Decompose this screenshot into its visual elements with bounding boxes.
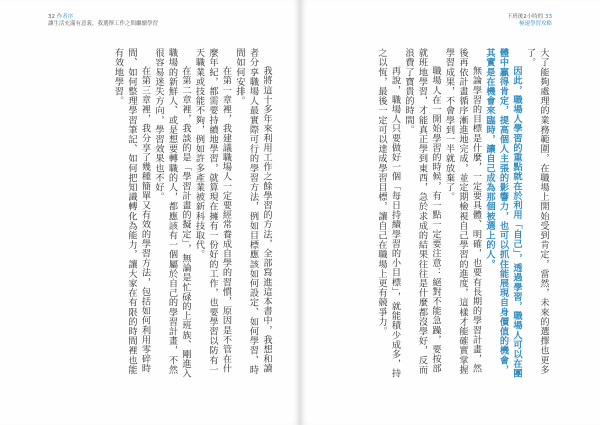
- right-paragraph: 職場人在一開始學習的時候，有一點一定要注意：絕對不能急躁，要按部就班地學習，才能真正學到東西，急於求成的結果往往是什麼都沒學好，反而浪費了寶貴的時間。: [403, 48, 441, 375]
- left-paragraph: 我將這十多年來利用工作之餘學習的方法，全部寫進這本書中，我想和讀者分享職場人最實際可行的學習方法，例如目標應該如何設定、如何學習、時間如何安排。: [234, 48, 272, 375]
- left-page-header: [48, 14, 158, 28]
- right-page: [300, 0, 600, 425]
- right-page-body: [328, 48, 550, 380]
- right-header-section: 下班後2小時的: [506, 14, 544, 20]
- right-paragraph: 無論學習的目標是什麼，一定要具體、明確，也要有長期的學習計畫，然後再依計畫循序漸進地完成，並定期檢視自己學習的進度，這樣才能確實掌握學習成果，不會學到一半就放棄了。: [443, 48, 482, 375]
- right-page-header: [507, 14, 552, 28]
- left-header-section: 作者序: [56, 14, 74, 20]
- right-page-number: 33: [545, 14, 552, 20]
- left-paragraph: 在第二章裡，我談的是「學習計畫的擬定」，無論是忙碌的上班族、剛進入職場的新鮮人、或是想要轉職的人，都應該有一個屬於自己的學習計畫，不然很容易迷失方向，學習效果也不好。: [153, 48, 191, 379]
- right-paragraph: 再說，職場人只要做好一個「每日持續學習的小目標」，就能積少成多，持之以恆，最後一定可以達成學習目標，讓自己在職場上更有競爭力。: [376, 48, 401, 379]
- left-paragraph: 在第一章裡，我建議職場人一定要經常養成自學的習慣，原因是不管在什麼年紀，都需要持續地學習，就算現在擁有一份好的工作，也要學習以防有一天職業或技能不夠，例如許多產業被新科技取代。: [193, 48, 232, 375]
- left-header-title: 讓生活充滿有意義，我選擇工作之間繼續學習: [48, 21, 159, 27]
- right-paragraph: 大了能夠處理的業務範圍，在職場上開始受到肯定，當然，未來的選擇也更多了。: [524, 48, 549, 375]
- left-paragraph: 在第三章裡，我分享了幾種簡單又有效的學習方法，包括如何利用零碎時間、如何整理學習筆記、如何把知識轉化為能力，讓大家在有限的時間裡也能有效地學習。: [112, 48, 151, 375]
- right-header-title: 極速學習攻略: [518, 21, 552, 27]
- left-page-body: [58, 48, 273, 380]
- right-paragraph-highlight: 因此，職場人學習的重點就在於利用「自己」，透過學習，職場人可以在團體中贏得肯定，提高個人主張的影響力，也可以抓住能展現自身價值的機會，其實是在機會來臨時，讓自己成為那個被選上的人。: [484, 48, 522, 379]
- left-page-number: 32: [48, 14, 55, 20]
